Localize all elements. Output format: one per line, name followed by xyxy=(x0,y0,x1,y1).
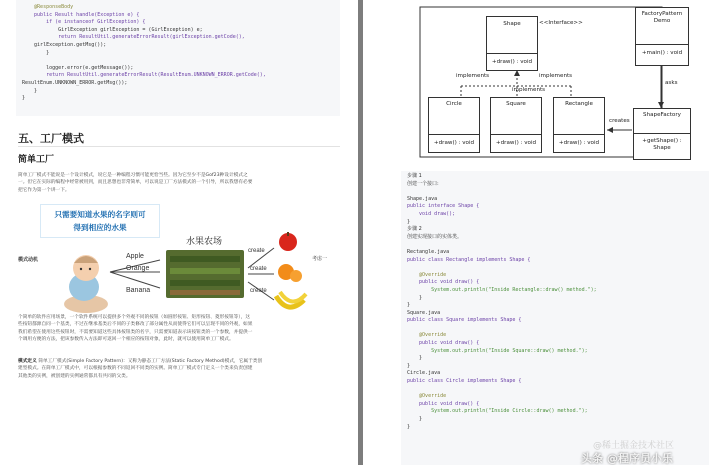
code-line: 步骤 1 xyxy=(407,173,422,179)
code-line xyxy=(401,264,709,272)
code-line: } xyxy=(407,423,411,430)
scenario-paragraph xyxy=(18,314,340,344)
square-class-box xyxy=(490,97,542,153)
class-name: Shape xyxy=(503,21,521,27)
intro-line: 一。但它在实际的编程中经常被用到，而且思想也非常简单，可以说是工厂方法模式的一个引导，所以我想有必要 xyxy=(18,180,253,186)
code-line: Square.java xyxy=(407,309,441,316)
watermark-text: @稀土掘金技术社区 xyxy=(593,441,675,451)
class-divider xyxy=(554,134,604,135)
class-divider xyxy=(636,44,688,45)
interface-stereotype: <<Interface>> xyxy=(539,20,583,26)
code-line: public void draw() { xyxy=(407,340,480,347)
intro-paragraph xyxy=(18,172,340,194)
banner-line: 只需要知道水果的名字则可 xyxy=(54,210,146,219)
code-line: public class Circle implements Shape { xyxy=(407,378,522,385)
rectangle-class-box xyxy=(553,97,605,153)
class-divider xyxy=(634,133,690,134)
code-line: if (e instanceof GirlException) { xyxy=(22,19,146,26)
code-line: } xyxy=(407,294,423,301)
code-line: return ResultUtil.generateErrorResult(ResultEnum.UNKNOWN_ERROR.getCode(), xyxy=(22,72,266,79)
code-line xyxy=(16,57,340,65)
implements-label: implements xyxy=(512,87,546,93)
definition-line: 建型模式。在简单工厂模式中，可以根据参数的不同返回不同类的实例。简单工厂模式专门定义一个类来负责创建 xyxy=(18,366,253,372)
fruit-farm-illustration xyxy=(62,232,334,318)
method-signature: +draw() : void xyxy=(558,140,600,146)
watermark-text-2: 头条 @程序员小乐 xyxy=(581,452,673,465)
implements-label: implements xyxy=(539,73,573,79)
fruit-label: Orange xyxy=(126,265,150,272)
code-line xyxy=(401,188,709,196)
creates-label: creates xyxy=(609,118,630,124)
code-line: public class Square implements Shape { xyxy=(407,317,522,324)
code-line: logger.error(e.getMessage()); xyxy=(22,64,134,71)
fruit-label: Apple xyxy=(126,253,144,260)
code-line: 步骤 2 xyxy=(407,226,422,233)
code-line: Rectangle.java xyxy=(407,248,450,255)
code-line: Circle.java xyxy=(407,370,441,377)
method-signature: +getShape() : Shape xyxy=(642,138,682,151)
method-signature: +draw() : void xyxy=(495,140,537,146)
scenario-line: 个调用方便的方法，把该参数传入方法即可返回一个相应的按钮对象，此时，就可以使用简单工厂模式。 xyxy=(18,337,234,343)
scenario-line: 个简单的软件应用场景，一个软件系统可以提供多个外观不同的按钮（如圆形按钮、矩形按钮、菱形按钮等），这 xyxy=(18,315,251,320)
scenario-line: 些按钮都源自同一个基类，不过在继承基类后不同的子类修改了部分属性从而使得它们可以呈现不同的外观，如果 xyxy=(18,322,253,328)
code-line: public class Rectangle implements Shape { xyxy=(407,256,531,263)
watermark-overlay xyxy=(573,438,718,464)
code-line: @ResponseBody xyxy=(22,4,74,10)
code-line: } xyxy=(22,95,26,102)
code-line: } xyxy=(407,416,423,422)
apple-image xyxy=(279,232,297,251)
banana-image xyxy=(276,292,306,307)
shape-interface-box xyxy=(486,16,538,71)
code-line: } xyxy=(22,49,50,56)
intro-line: 简单工厂模式不能说是一个设计模式，说它是一种编程习惯可能更恰当些。因为它至少不是Gof23种设计模式之 xyxy=(18,173,248,178)
code-line: System.out.println("Inside Circle::draw() method."); xyxy=(407,408,588,415)
method-signature: +draw() : void xyxy=(491,59,533,65)
heading-rule xyxy=(18,146,340,147)
scenario-line: 我们希望在使用这些按钮时，不需要知道这些具体按钮类的名字，只需要知道表示该按钮类的一个参数，并提供一 xyxy=(18,329,253,335)
farm-field xyxy=(166,250,244,298)
code-line: @Override xyxy=(407,332,447,339)
uml-class-diagram xyxy=(363,0,720,166)
code-line: } xyxy=(22,87,38,94)
orange-image xyxy=(278,264,302,282)
class-name: FactoryPattern Demo xyxy=(641,11,683,24)
shape-factory-box xyxy=(633,108,691,160)
definition-label: 模式定义 xyxy=(18,359,37,364)
code-line: } xyxy=(407,362,411,369)
factory-demo-box xyxy=(635,7,689,66)
class-name: Square xyxy=(506,101,526,107)
consumer-label: 考虑一 xyxy=(312,256,328,262)
method-signature: +main() : void xyxy=(641,50,683,56)
code-line: public interface Shape { xyxy=(407,203,480,210)
circle-class-box xyxy=(428,97,480,153)
code-line: } xyxy=(407,302,411,309)
code-line: 创建实现接口的实体类。 xyxy=(407,233,463,240)
motive-label: 模式动机 xyxy=(18,257,39,263)
code-line: Shape.java xyxy=(407,195,438,202)
code-line xyxy=(401,325,709,333)
class-name: ShapeFactory xyxy=(643,112,681,118)
code-line: void draw(); xyxy=(407,210,456,217)
code-line xyxy=(401,386,709,394)
code-line: public void draw() { xyxy=(407,400,480,407)
section-heading: 五、工厂模式 xyxy=(18,132,84,145)
right-page xyxy=(363,0,720,465)
code-line: System.out.println("Inside Square::draw() method."); xyxy=(407,347,588,354)
code-line: GirlException girlException = (GirlException) e; xyxy=(22,26,203,33)
code-line: 创建一个接口: xyxy=(407,180,439,187)
definition-line: 简单工厂模式(Simple Factory Pattern)：又称为静态工厂方法(Static Factory Method)模式，它属于类创 xyxy=(38,359,263,364)
definition-paragraph xyxy=(18,358,340,380)
code-line: @Override xyxy=(407,271,447,278)
code-line: girlException.getMsg()); xyxy=(22,41,107,48)
intro-line: 把它作为第一个讲一下。 xyxy=(18,187,70,193)
subsection-heading: 简单工厂 xyxy=(18,155,55,165)
asks-label: asks xyxy=(665,80,678,86)
create-label: create xyxy=(248,248,265,254)
create-label: create xyxy=(250,266,267,272)
code-line: ResultEnum.UNKNOWN_ERROR.getMsg()); xyxy=(22,79,128,86)
class-divider xyxy=(491,134,541,135)
fruit-label: Banana xyxy=(126,287,151,294)
left-page xyxy=(0,0,358,465)
code-block-factory-steps xyxy=(401,171,709,465)
farm-label: 水果农场 xyxy=(186,236,223,246)
code-line: System.out.println("Inside Rectangle::draw() method."); xyxy=(407,286,597,293)
code-line: public void draw() { xyxy=(407,279,480,286)
class-divider xyxy=(429,134,479,135)
code-line: } xyxy=(407,355,423,362)
code-block-exception-handler xyxy=(16,0,340,116)
code-line xyxy=(401,241,709,249)
implements-label: implements xyxy=(456,73,490,79)
class-divider xyxy=(487,53,537,54)
create-label: create xyxy=(250,288,267,294)
baby-figure xyxy=(64,255,108,313)
definition-line: 其他类的实例，被创建的实例通常都具有共同的父类。 xyxy=(18,373,131,379)
class-name: Rectangle xyxy=(565,101,593,107)
code-line: @Override xyxy=(407,393,447,400)
code-line: public Result handle(Exception e) { xyxy=(22,11,140,18)
code-line: } xyxy=(407,218,411,225)
banner-line: 得到相应的水果 xyxy=(73,223,127,232)
class-name: Circle xyxy=(446,101,462,107)
method-signature: +draw() : void xyxy=(433,140,475,146)
code-line: return ResultUtil.generateErrorResult(girlException.getCode(), xyxy=(22,34,245,41)
